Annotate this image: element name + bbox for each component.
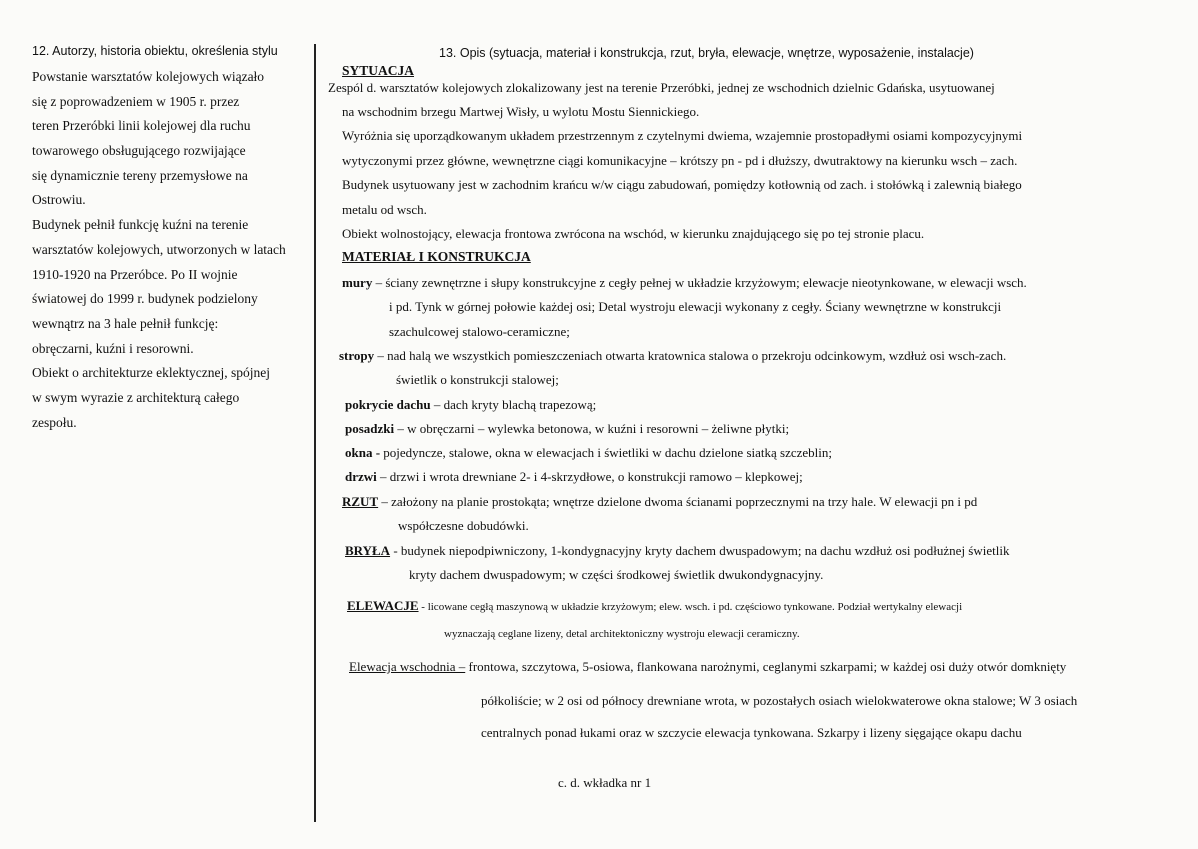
drzwi-label: drzwi xyxy=(345,469,377,484)
mury-line: i pd. Tynk w górnej połowie każdej osi; Detal wystroju elewacji wykonany z cegły. Ściany wewnętrzne w konstrukcji xyxy=(389,299,1002,314)
mury-label: mury xyxy=(342,275,373,290)
elewacja-wschodnia-text: frontowa, szczytowa, 5-osiowa, flankowana narożnymi, ceglanymi szkarpami; w każdej osi duży otwór domknięty xyxy=(465,659,1067,674)
history-line: się dynamicznie tereny przemysłowe na xyxy=(32,167,248,183)
history-line: obręczarni, kuźni i resorowni. xyxy=(32,340,194,356)
sytuacja-title: SYTUACJA xyxy=(342,63,415,78)
okna-label: okna - xyxy=(345,445,381,460)
elewacje-label: ELEWACJE xyxy=(347,598,419,613)
sytuacja-line: Wyróżnia się uporządkowanym układem przestrzennym z czytelnymi dwiema, wzajemnie prostopadłymi osiami kompozycyjnymi xyxy=(342,128,1023,143)
pokrycie-text: – dach kryty blachą trapezową; xyxy=(430,397,597,412)
sytuacja-line: wytyczonymi przez główne, wewnętrzne ciągi komunikacyjne – krótszy pn - pd i dłuższy, dwutraktowy na kierunku wsch – zach. xyxy=(342,153,1018,168)
rzut-line xyxy=(342,494,977,510)
pokrycie-label: pokrycie dachu xyxy=(345,397,431,412)
posadzki-line xyxy=(345,421,789,437)
history-line: się z poprowadzeniem w 1905 r. przez xyxy=(32,93,240,109)
rzut-text: – założony na planie prostokąta; wnętrze dzielone dwoma ścianami poprzecznymi na trzy hale. W elewacji pn i pd xyxy=(378,494,978,509)
posadzki-text: – w obręczarni – wylewka betonowa, w kuźni i resorowni – żeliwne płytki; xyxy=(394,421,790,436)
sytuacja-line: Budynek usytuowany jest w zachodnim krańcu w/w ciągu zabudowań, pomiędzy kotłownią od zach. i stołówką i zalewnią białego xyxy=(342,177,1022,192)
mury-line: szachulcowej stalowo-ceramiczne; xyxy=(389,324,570,339)
history-line: Ostrowiu. xyxy=(32,192,86,208)
sytuacja-line: Zespól d. warsztatów kolejowych zlokalizowany jest na terenie Przeróbki, jednej ze wschodnich dzielnic Gdańska, usytuowanej xyxy=(328,80,995,95)
bryla-label: BRYŁA xyxy=(345,543,391,558)
stropy-line xyxy=(339,348,1006,364)
sytuacja-line: na wschodnim brzegu Martwej Wisły, u wylotu Mostu Siennickiego. xyxy=(342,104,700,119)
bryla-line: kryty dachem dwuspadowym; w części środkowej świetlik dwukondygnacyjny. xyxy=(409,567,824,582)
posadzki-label: posadzki xyxy=(345,421,395,436)
pokrycie-line xyxy=(345,397,596,413)
mury-line xyxy=(342,275,1027,291)
stropy-label: stropy xyxy=(339,348,375,363)
okna-line xyxy=(345,445,832,461)
bryla-line xyxy=(345,543,1009,559)
continuation-note: c. d. wkładka nr 1 xyxy=(558,775,652,790)
history-line: Powstanie warsztatów kolejowych wiązało xyxy=(32,69,265,84)
mury-text: – ściany zewnętrzne i słupy konstrukcyjne z cegły pełnej w układzie krzyżowym; elewacje nieotynkowane, w elewacji wsch. xyxy=(372,275,1027,290)
history-line: Budynek pełnił funkcję kuźni na terenie xyxy=(32,217,249,233)
elewacje-line: wyznaczają ceglane lizeny, detal architektoniczny wystroju elewacji ceramiczny. xyxy=(444,628,800,640)
section-13-heading: 13. Opis (sytuacja, materiał i konstrukcja, rzut, bryła, elewacje, wnętrze, wyposażenie, instalacje) xyxy=(439,46,974,60)
okna-text: pojedyncze, stalowe, okna w elewacjach i świetliki w dachu dzielone siatką szczeblin; xyxy=(380,445,832,460)
history-line: warsztatów kolejowych, utworzonych w latach xyxy=(32,241,286,257)
sytuacja-line: Obiekt wolnostojący, elewacja frontowa zwrócona na wschód, w kierunku znajdującego się po tej stronie placu. xyxy=(342,226,925,241)
section-12-heading: 12. Autorzy, historia obiektu, określenia stylu xyxy=(32,44,278,58)
history-line: światowej do 1999 r. budynek podzielony xyxy=(32,291,258,307)
history-line: wewnątrz na 3 hale pełnił funkcję: xyxy=(32,315,219,331)
history-line: towarowego obsługującego rozwijające xyxy=(32,143,246,159)
drzwi-text: – drzwi i wrota drewniane 2- i 4-skrzydłowe, o konstrukcji ramowo – klepkowej; xyxy=(376,469,803,484)
elewacja-wschodnia-line xyxy=(349,659,1066,675)
drzwi-line xyxy=(345,469,803,485)
sytuacja-line: metalu od wsch. xyxy=(342,202,427,217)
history-line: zespołu. xyxy=(32,414,77,430)
column-divider xyxy=(314,44,316,822)
history-text xyxy=(32,65,307,435)
rzut-line: współczesne dobudówki. xyxy=(398,518,529,533)
history-line: w swym wyrazie z architekturą całego xyxy=(32,389,240,405)
stropy-line: świetlik o konstrukcji stalowej; xyxy=(396,372,559,387)
elewacje-text: - licowane cegłą maszynową w układzie krzyżowym; elew. wsch. i pd. częściowo tynkowane. Podział wertykalny elewacji xyxy=(418,601,963,613)
stropy-text: – nad halą we wszystkich pomieszczeniach otwarta kratownica stalowa o przekroju odcinkowym, wzdłuż osi wsch-zach. xyxy=(374,348,1007,363)
left-column xyxy=(32,44,307,435)
rzut-label: RZUT xyxy=(342,494,379,509)
elewacja-wschodnia-label: Elewacja wschodnia – xyxy=(349,659,466,674)
material-title: MATERIAŁ I KONSTRUKCJA xyxy=(342,249,531,264)
elewacja-wschodnia-line: półkoliście; w 2 osi od północy drewniane wrota, w pozostałych osiach wielokwaterowe okna stalowe; W 3 osiach xyxy=(481,693,1078,708)
history-line: Obiekt o architekturze eklektycznej, spójnej xyxy=(32,365,271,381)
history-line: 1910-1920 na Przeróbce. Po II wojnie xyxy=(32,266,238,282)
history-line: teren Przeróbki linii kolejowej dla ruchu xyxy=(32,118,251,134)
bryla-text: - budynek niepodpiwniczony, 1-kondygnacyjny kryty dachem dwuspadowym; na dachu wzdłuż osi podłużnej świetlik xyxy=(390,543,1010,558)
elewacja-wschodnia-line: centralnych ponad łukami oraz w szczycie elewacja tynkowana. Szkarpy i lizeny sięgające okapu dachu xyxy=(481,725,1022,740)
elewacje-line xyxy=(347,598,962,614)
